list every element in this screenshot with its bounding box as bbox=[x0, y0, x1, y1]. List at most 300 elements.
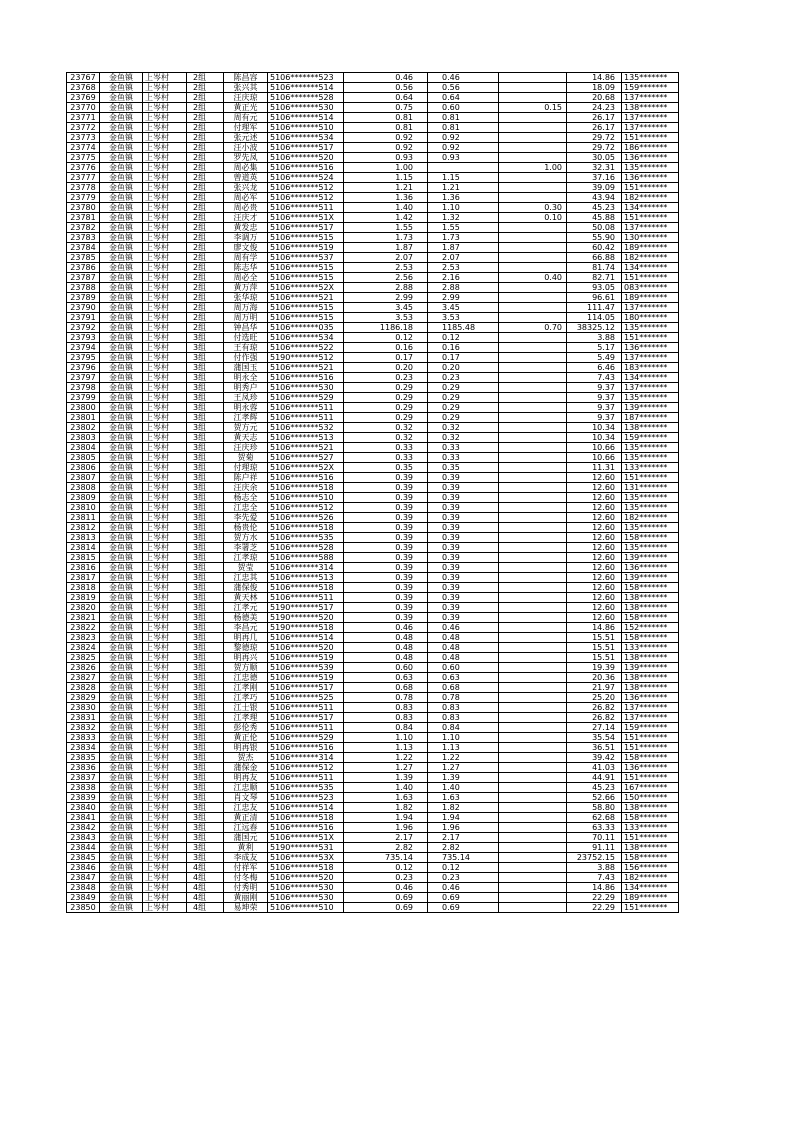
row-number-cell: 23841 bbox=[67, 813, 100, 823]
area-b-cell: 0.60 bbox=[428, 103, 499, 113]
group-cell: 3组 bbox=[187, 343, 224, 353]
village-cell: 上岑村 bbox=[143, 793, 187, 803]
village-cell: 上岑村 bbox=[143, 763, 187, 773]
group-cell: 3组 bbox=[187, 593, 224, 603]
total-area-cell: 0.83 bbox=[344, 703, 428, 713]
group-cell: 3组 bbox=[187, 743, 224, 753]
phone-cell: 158******* bbox=[622, 753, 679, 763]
village-cell: 上岑村 bbox=[143, 303, 187, 313]
phone-cell: 150******* bbox=[622, 793, 679, 803]
area-b-cell: 1.39 bbox=[428, 773, 499, 783]
town-cell: 金鱼镇 bbox=[100, 893, 143, 903]
town-cell: 金鱼镇 bbox=[100, 793, 143, 803]
row-number-cell: 23820 bbox=[67, 603, 100, 613]
row-number-cell: 23783 bbox=[67, 233, 100, 243]
amount-cell: 70.11 bbox=[567, 833, 622, 843]
town-cell: 金鱼镇 bbox=[100, 143, 143, 153]
area-c-cell bbox=[499, 363, 567, 373]
area-c-cell bbox=[499, 873, 567, 883]
id-number-cell: 5106*******528 bbox=[268, 543, 344, 553]
person-name-cell: 王有琼 bbox=[224, 343, 268, 353]
group-cell: 3组 bbox=[187, 383, 224, 393]
group-cell: 3组 bbox=[187, 463, 224, 473]
amount-cell: 22.29 bbox=[567, 893, 622, 903]
area-c-cell bbox=[499, 713, 567, 723]
row-number-cell: 23772 bbox=[67, 123, 100, 133]
phone-cell: 135******* bbox=[622, 393, 679, 403]
group-cell: 3组 bbox=[187, 793, 224, 803]
total-area-cell: 0.92 bbox=[344, 143, 428, 153]
amount-cell: 15.51 bbox=[567, 633, 622, 643]
town-cell: 金鱼镇 bbox=[100, 523, 143, 533]
area-c-cell bbox=[499, 723, 567, 733]
table-row bbox=[67, 413, 679, 423]
row-number-cell: 23780 bbox=[67, 203, 100, 213]
village-cell: 上岑村 bbox=[143, 633, 187, 643]
row-number-cell: 23823 bbox=[67, 633, 100, 643]
area-c-cell: 0.30 bbox=[499, 203, 567, 213]
table-row bbox=[67, 603, 679, 613]
id-number-cell: 5106*******530 bbox=[268, 383, 344, 393]
row-number-cell: 23803 bbox=[67, 433, 100, 443]
person-name-cell: 明永全 bbox=[224, 373, 268, 383]
group-cell: 3组 bbox=[187, 483, 224, 493]
amount-cell: 45.23 bbox=[567, 783, 622, 793]
amount-cell: 11.31 bbox=[567, 463, 622, 473]
id-number-cell: 5106*******516 bbox=[268, 373, 344, 383]
total-area-cell: 2.99 bbox=[344, 293, 428, 303]
amount-cell: 3.88 bbox=[567, 333, 622, 343]
row-number-cell: 23819 bbox=[67, 593, 100, 603]
phone-cell: 136******* bbox=[622, 763, 679, 773]
row-number-cell: 23804 bbox=[67, 443, 100, 453]
person-name-cell: 周必集 bbox=[224, 163, 268, 173]
village-cell: 上岑村 bbox=[143, 643, 187, 653]
row-number-cell: 23832 bbox=[67, 723, 100, 733]
town-cell: 金鱼镇 bbox=[100, 283, 143, 293]
table-row bbox=[67, 433, 679, 443]
area-b-cell: 1.36 bbox=[428, 193, 499, 203]
town-cell: 金鱼镇 bbox=[100, 223, 143, 233]
phone-cell: 182******* bbox=[622, 193, 679, 203]
town-cell: 金鱼镇 bbox=[100, 883, 143, 893]
area-b-cell: 0.39 bbox=[428, 613, 499, 623]
group-cell: 3组 bbox=[187, 673, 224, 683]
total-area-cell: 2.82 bbox=[344, 843, 428, 853]
id-number-cell: 5106*******510 bbox=[268, 123, 344, 133]
area-b-cell bbox=[428, 163, 499, 173]
area-b-cell: 0.83 bbox=[428, 713, 499, 723]
person-name-cell: 杨贵伦 bbox=[224, 523, 268, 533]
row-number-cell: 23829 bbox=[67, 693, 100, 703]
area-b-cell: 0.12 bbox=[428, 863, 499, 873]
town-cell: 金鱼镇 bbox=[100, 413, 143, 423]
total-area-cell: 0.39 bbox=[344, 553, 428, 563]
group-cell: 3组 bbox=[187, 363, 224, 373]
total-area-cell: 1.13 bbox=[344, 743, 428, 753]
person-name-cell: 江孝巧 bbox=[224, 693, 268, 703]
area-b-cell: 0.32 bbox=[428, 423, 499, 433]
id-number-cell: 5106*******524 bbox=[268, 173, 344, 183]
area-c-cell bbox=[499, 383, 567, 393]
town-cell: 金鱼镇 bbox=[100, 493, 143, 503]
village-cell: 上岑村 bbox=[143, 183, 187, 193]
village-cell: 上岑村 bbox=[143, 583, 187, 593]
group-cell: 3组 bbox=[187, 443, 224, 453]
village-cell: 上岑村 bbox=[143, 83, 187, 93]
area-b-cell: 0.39 bbox=[428, 483, 499, 493]
id-number-cell: 5106*******520 bbox=[268, 643, 344, 653]
table-row bbox=[67, 183, 679, 193]
area-c-cell bbox=[499, 543, 567, 553]
phone-cell: 137******* bbox=[622, 303, 679, 313]
village-cell: 上岑村 bbox=[143, 283, 187, 293]
table-row bbox=[67, 153, 679, 163]
area-b-cell: 0.29 bbox=[428, 393, 499, 403]
table-row bbox=[67, 563, 679, 573]
person-name-cell: 明秀户 bbox=[224, 383, 268, 393]
village-cell: 上岑村 bbox=[143, 353, 187, 363]
id-number-cell: 5106*******523 bbox=[268, 793, 344, 803]
id-number-cell: 5106*******518 bbox=[268, 813, 344, 823]
town-cell: 金鱼镇 bbox=[100, 533, 143, 543]
person-name-cell: 付作强 bbox=[224, 353, 268, 363]
table-row bbox=[67, 123, 679, 133]
amount-cell: 111.47 bbox=[567, 303, 622, 313]
phone-cell: 135******* bbox=[622, 163, 679, 173]
person-name-cell: 肖文琴 bbox=[224, 793, 268, 803]
area-b-cell: 0.29 bbox=[428, 403, 499, 413]
total-area-cell: 1.96 bbox=[344, 823, 428, 833]
total-area-cell: 0.69 bbox=[344, 903, 428, 913]
phone-cell: 186******* bbox=[622, 143, 679, 153]
group-cell: 3组 bbox=[187, 563, 224, 573]
group-cell: 3组 bbox=[187, 653, 224, 663]
area-c-cell: 1.00 bbox=[499, 163, 567, 173]
table-row bbox=[67, 783, 679, 793]
village-cell: 上岑村 bbox=[143, 543, 187, 553]
group-cell: 3组 bbox=[187, 623, 224, 633]
town-cell: 金鱼镇 bbox=[100, 623, 143, 633]
village-cell: 上岑村 bbox=[143, 693, 187, 703]
person-name-cell: 周万明 bbox=[224, 313, 268, 323]
amount-cell: 12.60 bbox=[567, 493, 622, 503]
person-name-cell: 江忠德 bbox=[224, 673, 268, 683]
total-area-cell: 0.39 bbox=[344, 543, 428, 553]
town-cell: 金鱼镇 bbox=[100, 323, 143, 333]
row-number-cell: 23771 bbox=[67, 113, 100, 123]
group-cell: 2组 bbox=[187, 323, 224, 333]
group-cell: 2组 bbox=[187, 93, 224, 103]
area-c-cell bbox=[499, 573, 567, 583]
group-cell: 3组 bbox=[187, 693, 224, 703]
table-row bbox=[67, 533, 679, 543]
id-number-cell: 5106*******511 bbox=[268, 773, 344, 783]
person-name-cell: 江忠全 bbox=[224, 503, 268, 513]
area-c-cell bbox=[499, 283, 567, 293]
town-cell: 金鱼镇 bbox=[100, 273, 143, 283]
town-cell: 金鱼镇 bbox=[100, 823, 143, 833]
area-b-cell: 1.63 bbox=[428, 793, 499, 803]
row-number-cell: 23787 bbox=[67, 273, 100, 283]
row-number-cell: 23811 bbox=[67, 513, 100, 523]
person-name-cell: 周有学 bbox=[224, 253, 268, 263]
group-cell: 4组 bbox=[187, 883, 224, 893]
area-b-cell: 1.73 bbox=[428, 233, 499, 243]
total-area-cell: 0.33 bbox=[344, 453, 428, 463]
table-row bbox=[67, 203, 679, 213]
village-cell: 上岑村 bbox=[143, 413, 187, 423]
phone-cell: 136******* bbox=[622, 153, 679, 163]
area-b-cell: 2.53 bbox=[428, 263, 499, 273]
total-area-cell: 0.39 bbox=[344, 603, 428, 613]
town-cell: 金鱼镇 bbox=[100, 833, 143, 843]
id-number-cell: 5106*******314 bbox=[268, 563, 344, 573]
person-name-cell: 贺方水 bbox=[224, 533, 268, 543]
area-b-cell: 0.29 bbox=[428, 383, 499, 393]
row-number-cell: 23802 bbox=[67, 423, 100, 433]
village-cell: 上岑村 bbox=[143, 93, 187, 103]
group-cell: 3组 bbox=[187, 713, 224, 723]
group-cell: 3组 bbox=[187, 753, 224, 763]
amount-cell: 9.37 bbox=[567, 393, 622, 403]
town-cell: 金鱼镇 bbox=[100, 863, 143, 873]
village-cell: 上岑村 bbox=[143, 843, 187, 853]
amount-cell: 55.90 bbox=[567, 233, 622, 243]
person-name-cell: 付冬梅 bbox=[224, 873, 268, 883]
table-row bbox=[67, 653, 679, 663]
area-b-cell: 0.39 bbox=[428, 543, 499, 553]
phone-cell: 136******* bbox=[622, 693, 679, 703]
person-name-cell: 黄正伦 bbox=[224, 733, 268, 743]
row-number-cell: 23834 bbox=[67, 743, 100, 753]
phone-cell: 182******* bbox=[622, 253, 679, 263]
total-area-cell: 0.63 bbox=[344, 673, 428, 683]
phone-cell: 135******* bbox=[622, 443, 679, 453]
row-number-cell: 23773 bbox=[67, 133, 100, 143]
amount-cell: 12.60 bbox=[567, 613, 622, 623]
area-c-cell bbox=[499, 443, 567, 453]
total-area-cell: 0.46 bbox=[344, 73, 428, 83]
person-name-cell: 明永蓉 bbox=[224, 403, 268, 413]
group-cell: 3组 bbox=[187, 473, 224, 483]
table-row bbox=[67, 683, 679, 693]
village-cell: 上岑村 bbox=[143, 873, 187, 883]
amount-cell: 7.43 bbox=[567, 873, 622, 883]
person-name-cell: 汪庆琼 bbox=[224, 93, 268, 103]
amount-cell: 12.60 bbox=[567, 583, 622, 593]
id-number-cell: 5106*******518 bbox=[268, 523, 344, 533]
row-number-cell: 23816 bbox=[67, 563, 100, 573]
person-name-cell: 黄丽刚 bbox=[224, 893, 268, 903]
amount-cell: 10.66 bbox=[567, 443, 622, 453]
amount-cell: 60.42 bbox=[567, 243, 622, 253]
area-b-cell: 1.96 bbox=[428, 823, 499, 833]
area-b-cell: 2.99 bbox=[428, 293, 499, 303]
amount-cell: 21.97 bbox=[567, 683, 622, 693]
area-b-cell: 0.20 bbox=[428, 363, 499, 373]
area-b-cell: 0.81 bbox=[428, 123, 499, 133]
area-b-cell: 0.69 bbox=[428, 893, 499, 903]
area-b-cell: 0.46 bbox=[428, 623, 499, 633]
area-c-cell bbox=[499, 893, 567, 903]
person-name-cell: 黄万萍 bbox=[224, 283, 268, 293]
area-c-cell: 0.40 bbox=[499, 273, 567, 283]
area-c-cell bbox=[499, 93, 567, 103]
town-cell: 金鱼镇 bbox=[100, 253, 143, 263]
area-c-cell bbox=[499, 523, 567, 533]
row-number-cell: 23838 bbox=[67, 783, 100, 793]
id-number-cell: 5106*******520 bbox=[268, 873, 344, 883]
phone-cell: 134******* bbox=[622, 373, 679, 383]
phone-cell: 151******* bbox=[622, 903, 679, 913]
area-c-cell bbox=[499, 303, 567, 313]
id-number-cell: 5106*******519 bbox=[268, 243, 344, 253]
area-c-cell bbox=[499, 253, 567, 263]
phone-cell: 136******* bbox=[622, 173, 679, 183]
phone-cell: 137******* bbox=[622, 383, 679, 393]
table-row bbox=[67, 823, 679, 833]
row-number-cell: 23837 bbox=[67, 773, 100, 783]
table-row bbox=[67, 223, 679, 233]
person-name-cell: 付理军 bbox=[224, 123, 268, 133]
person-name-cell: 江孝刚 bbox=[224, 683, 268, 693]
area-b-cell: 2.88 bbox=[428, 283, 499, 293]
area-c-cell bbox=[499, 633, 567, 643]
town-cell: 金鱼镇 bbox=[100, 703, 143, 713]
person-name-cell: 汪庆余 bbox=[224, 483, 268, 493]
area-c-cell bbox=[499, 513, 567, 523]
area-b-cell: 0.39 bbox=[428, 603, 499, 613]
amount-cell: 91.11 bbox=[567, 843, 622, 853]
village-cell: 上岑村 bbox=[143, 393, 187, 403]
phone-cell: 135******* bbox=[622, 523, 679, 533]
person-name-cell: 李昌元 bbox=[224, 623, 268, 633]
village-cell: 上岑村 bbox=[143, 883, 187, 893]
id-number-cell: 5106*******516 bbox=[268, 823, 344, 833]
area-b-cell: 735.14 bbox=[428, 853, 499, 863]
area-c-cell bbox=[499, 703, 567, 713]
row-number-cell: 23836 bbox=[67, 763, 100, 773]
area-b-cell: 0.33 bbox=[428, 453, 499, 463]
row-number-cell: 23791 bbox=[67, 313, 100, 323]
area-c-cell bbox=[499, 153, 567, 163]
area-b-cell: 0.39 bbox=[428, 583, 499, 593]
amount-cell: 29.72 bbox=[567, 133, 622, 143]
table-row bbox=[67, 193, 679, 203]
total-area-cell: 2.56 bbox=[344, 273, 428, 283]
row-number-cell: 23788 bbox=[67, 283, 100, 293]
group-cell: 3组 bbox=[187, 393, 224, 403]
total-area-cell: 1.55 bbox=[344, 223, 428, 233]
person-name-cell: 李先爱 bbox=[224, 513, 268, 523]
area-c-cell bbox=[499, 743, 567, 753]
table-body bbox=[67, 73, 679, 913]
amount-cell: 7.43 bbox=[567, 373, 622, 383]
table-row bbox=[67, 143, 679, 153]
person-name-cell: 江忠其 bbox=[224, 573, 268, 583]
phone-cell: 138******* bbox=[622, 803, 679, 813]
group-cell: 3组 bbox=[187, 523, 224, 533]
group-cell: 2组 bbox=[187, 273, 224, 283]
area-b-cell: 1.27 bbox=[428, 763, 499, 773]
group-cell: 3组 bbox=[187, 683, 224, 693]
area-c-cell bbox=[499, 673, 567, 683]
area-c-cell bbox=[499, 803, 567, 813]
id-number-cell: 5106*******52X bbox=[268, 463, 344, 473]
town-cell: 金鱼镇 bbox=[100, 693, 143, 703]
id-number-cell: 5106*******510 bbox=[268, 493, 344, 503]
table-row bbox=[67, 233, 679, 243]
table-row bbox=[67, 853, 679, 863]
village-cell: 上岑村 bbox=[143, 103, 187, 113]
total-area-cell: 1.40 bbox=[344, 783, 428, 793]
group-cell: 2组 bbox=[187, 253, 224, 263]
person-name-cell: 周万海 bbox=[224, 303, 268, 313]
table-row bbox=[67, 313, 679, 323]
total-area-cell: 0.93 bbox=[344, 153, 428, 163]
person-name-cell: 罗先凤 bbox=[224, 153, 268, 163]
town-cell: 金鱼镇 bbox=[100, 853, 143, 863]
row-number-cell: 23805 bbox=[67, 453, 100, 463]
total-area-cell: 0.23 bbox=[344, 373, 428, 383]
table-row bbox=[67, 833, 679, 843]
village-cell: 上岑村 bbox=[143, 893, 187, 903]
row-number-cell: 23842 bbox=[67, 823, 100, 833]
id-number-cell: 5106*******530 bbox=[268, 103, 344, 113]
area-b-cell: 0.39 bbox=[428, 593, 499, 603]
village-cell: 上岑村 bbox=[143, 753, 187, 763]
table-row bbox=[67, 303, 679, 313]
table-row bbox=[67, 543, 679, 553]
amount-cell: 12.60 bbox=[567, 513, 622, 523]
row-number-cell: 23784 bbox=[67, 243, 100, 253]
person-name-cell: 明再友 bbox=[224, 773, 268, 783]
total-area-cell: 1.39 bbox=[344, 773, 428, 783]
phone-cell: 151******* bbox=[622, 773, 679, 783]
row-number-cell: 23826 bbox=[67, 663, 100, 673]
area-b-cell: 0.16 bbox=[428, 343, 499, 353]
table-row bbox=[67, 793, 679, 803]
amount-cell: 24.23 bbox=[567, 103, 622, 113]
phone-cell: 137******* bbox=[622, 123, 679, 133]
town-cell: 金鱼镇 bbox=[100, 513, 143, 523]
total-area-cell: 0.92 bbox=[344, 133, 428, 143]
amount-cell: 18.09 bbox=[567, 83, 622, 93]
village-cell: 上岑村 bbox=[143, 723, 187, 733]
group-cell: 3组 bbox=[187, 723, 224, 733]
phone-cell: 083******* bbox=[622, 283, 679, 293]
person-name-cell: 杨德美 bbox=[224, 613, 268, 623]
town-cell: 金鱼镇 bbox=[100, 903, 143, 913]
phone-cell: 130******* bbox=[622, 233, 679, 243]
amount-cell: 9.37 bbox=[567, 403, 622, 413]
town-cell: 金鱼镇 bbox=[100, 723, 143, 733]
table-row bbox=[67, 283, 679, 293]
row-number-cell: 23824 bbox=[67, 643, 100, 653]
person-name-cell: 易坤荣 bbox=[224, 903, 268, 913]
amount-cell: 37.16 bbox=[567, 173, 622, 183]
town-cell: 金鱼镇 bbox=[100, 423, 143, 433]
person-name-cell: 蒲保金 bbox=[224, 763, 268, 773]
id-number-cell: 5106*******512 bbox=[268, 183, 344, 193]
row-number-cell: 23801 bbox=[67, 413, 100, 423]
id-number-cell: 5106*******534 bbox=[268, 133, 344, 143]
total-area-cell: 0.35 bbox=[344, 463, 428, 473]
amount-cell: 20.36 bbox=[567, 673, 622, 683]
area-c-cell bbox=[499, 793, 567, 803]
village-cell: 上岑村 bbox=[143, 553, 187, 563]
